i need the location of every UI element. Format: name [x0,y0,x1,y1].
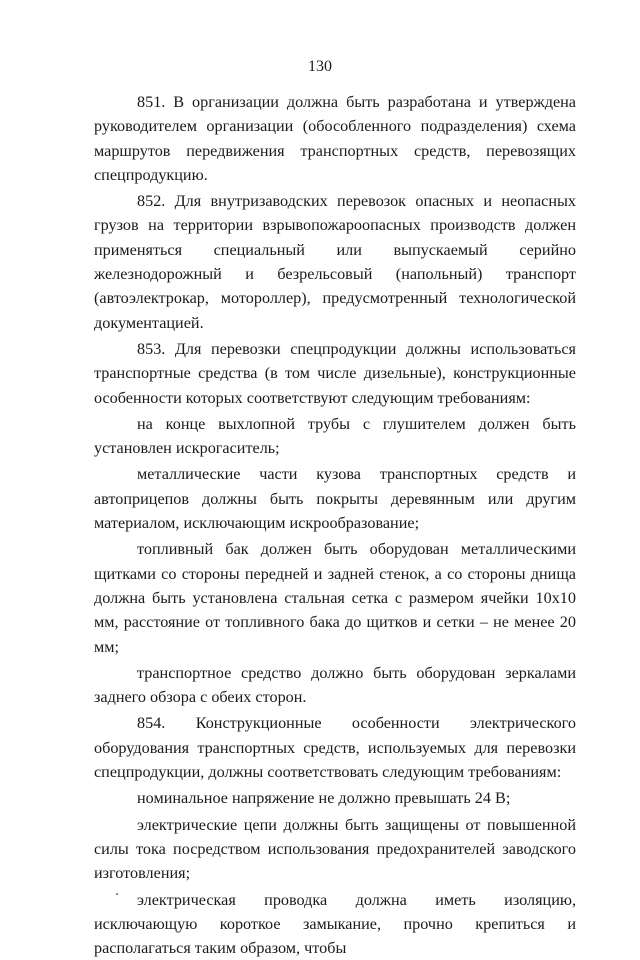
list-item-body-covering: металлические части кузова транспортных средств и автоприцепов должны быть покрыты деревянным или другим материалом, исключающим искрообразование; [94,462,576,535]
list-item-spark-arrester: на конце выхлопной трубы с глушителем должен быть установлен искрогаситель; [94,412,576,461]
scan-speck [116,893,118,895]
document-body [94,90,576,960]
paragraph-853: 853. Для перевозки спецпродукции должны использоваться транспортные средства (в том числе дизельные), конструкционные особенности которых соответствуют следующим требованиям: [94,337,576,410]
list-item-voltage: номинальное напряжение не должно превышать 24 В; [94,786,576,810]
list-item-fuel-tank: топливный бак должен быть оборудован металлическими щитками со стороны передней и задней стенок, а со стороны днища должна быть установлена стальная сетка с размером ячейки 10x10 мм, расстояние от топливного бака до щитков и сетки – не менее 20 мм; [94,537,576,658]
list-item-wiring: электрическая проводка должна иметь изоляцию, исключающую короткое замыкание, прочно крепиться и располагаться таким образом, чтобы [94,888,576,960]
list-item-mirrors: транспортное средство должно быть оборудован зеркалами заднего обзора с обеих сторон. [94,661,576,710]
paragraph-852: 852. Для внутризаводских перевозок опасных и неопасных грузов на территории взрывопожароопасных производств должен применяться специальный или выпускаемый серийно железнодорожный и безрельсовый (напольный) транспорт (автоэлектрокар, мотороллер), предусмотренный технологической документацией. [94,189,576,335]
page-number: 130 [0,58,640,76]
paragraph-854: 854. Конструкционные особенности электрического оборудования транспортных средств, используемых для перевозки спецпродукции, должны соответствовать следующим требованиям: [94,711,576,784]
list-item-circuit-protection: электрические цепи должны быть защищены от повышенной силы тока посредством использования предохранителей заводского изготовления; [94,813,576,886]
paragraph-851: 851. В организации должна быть разработана и утверждена руководителем организации (обособленного подразделения) схема маршрутов передвижения транспортных средств, перевозящих спецпродукцию. [94,90,576,187]
